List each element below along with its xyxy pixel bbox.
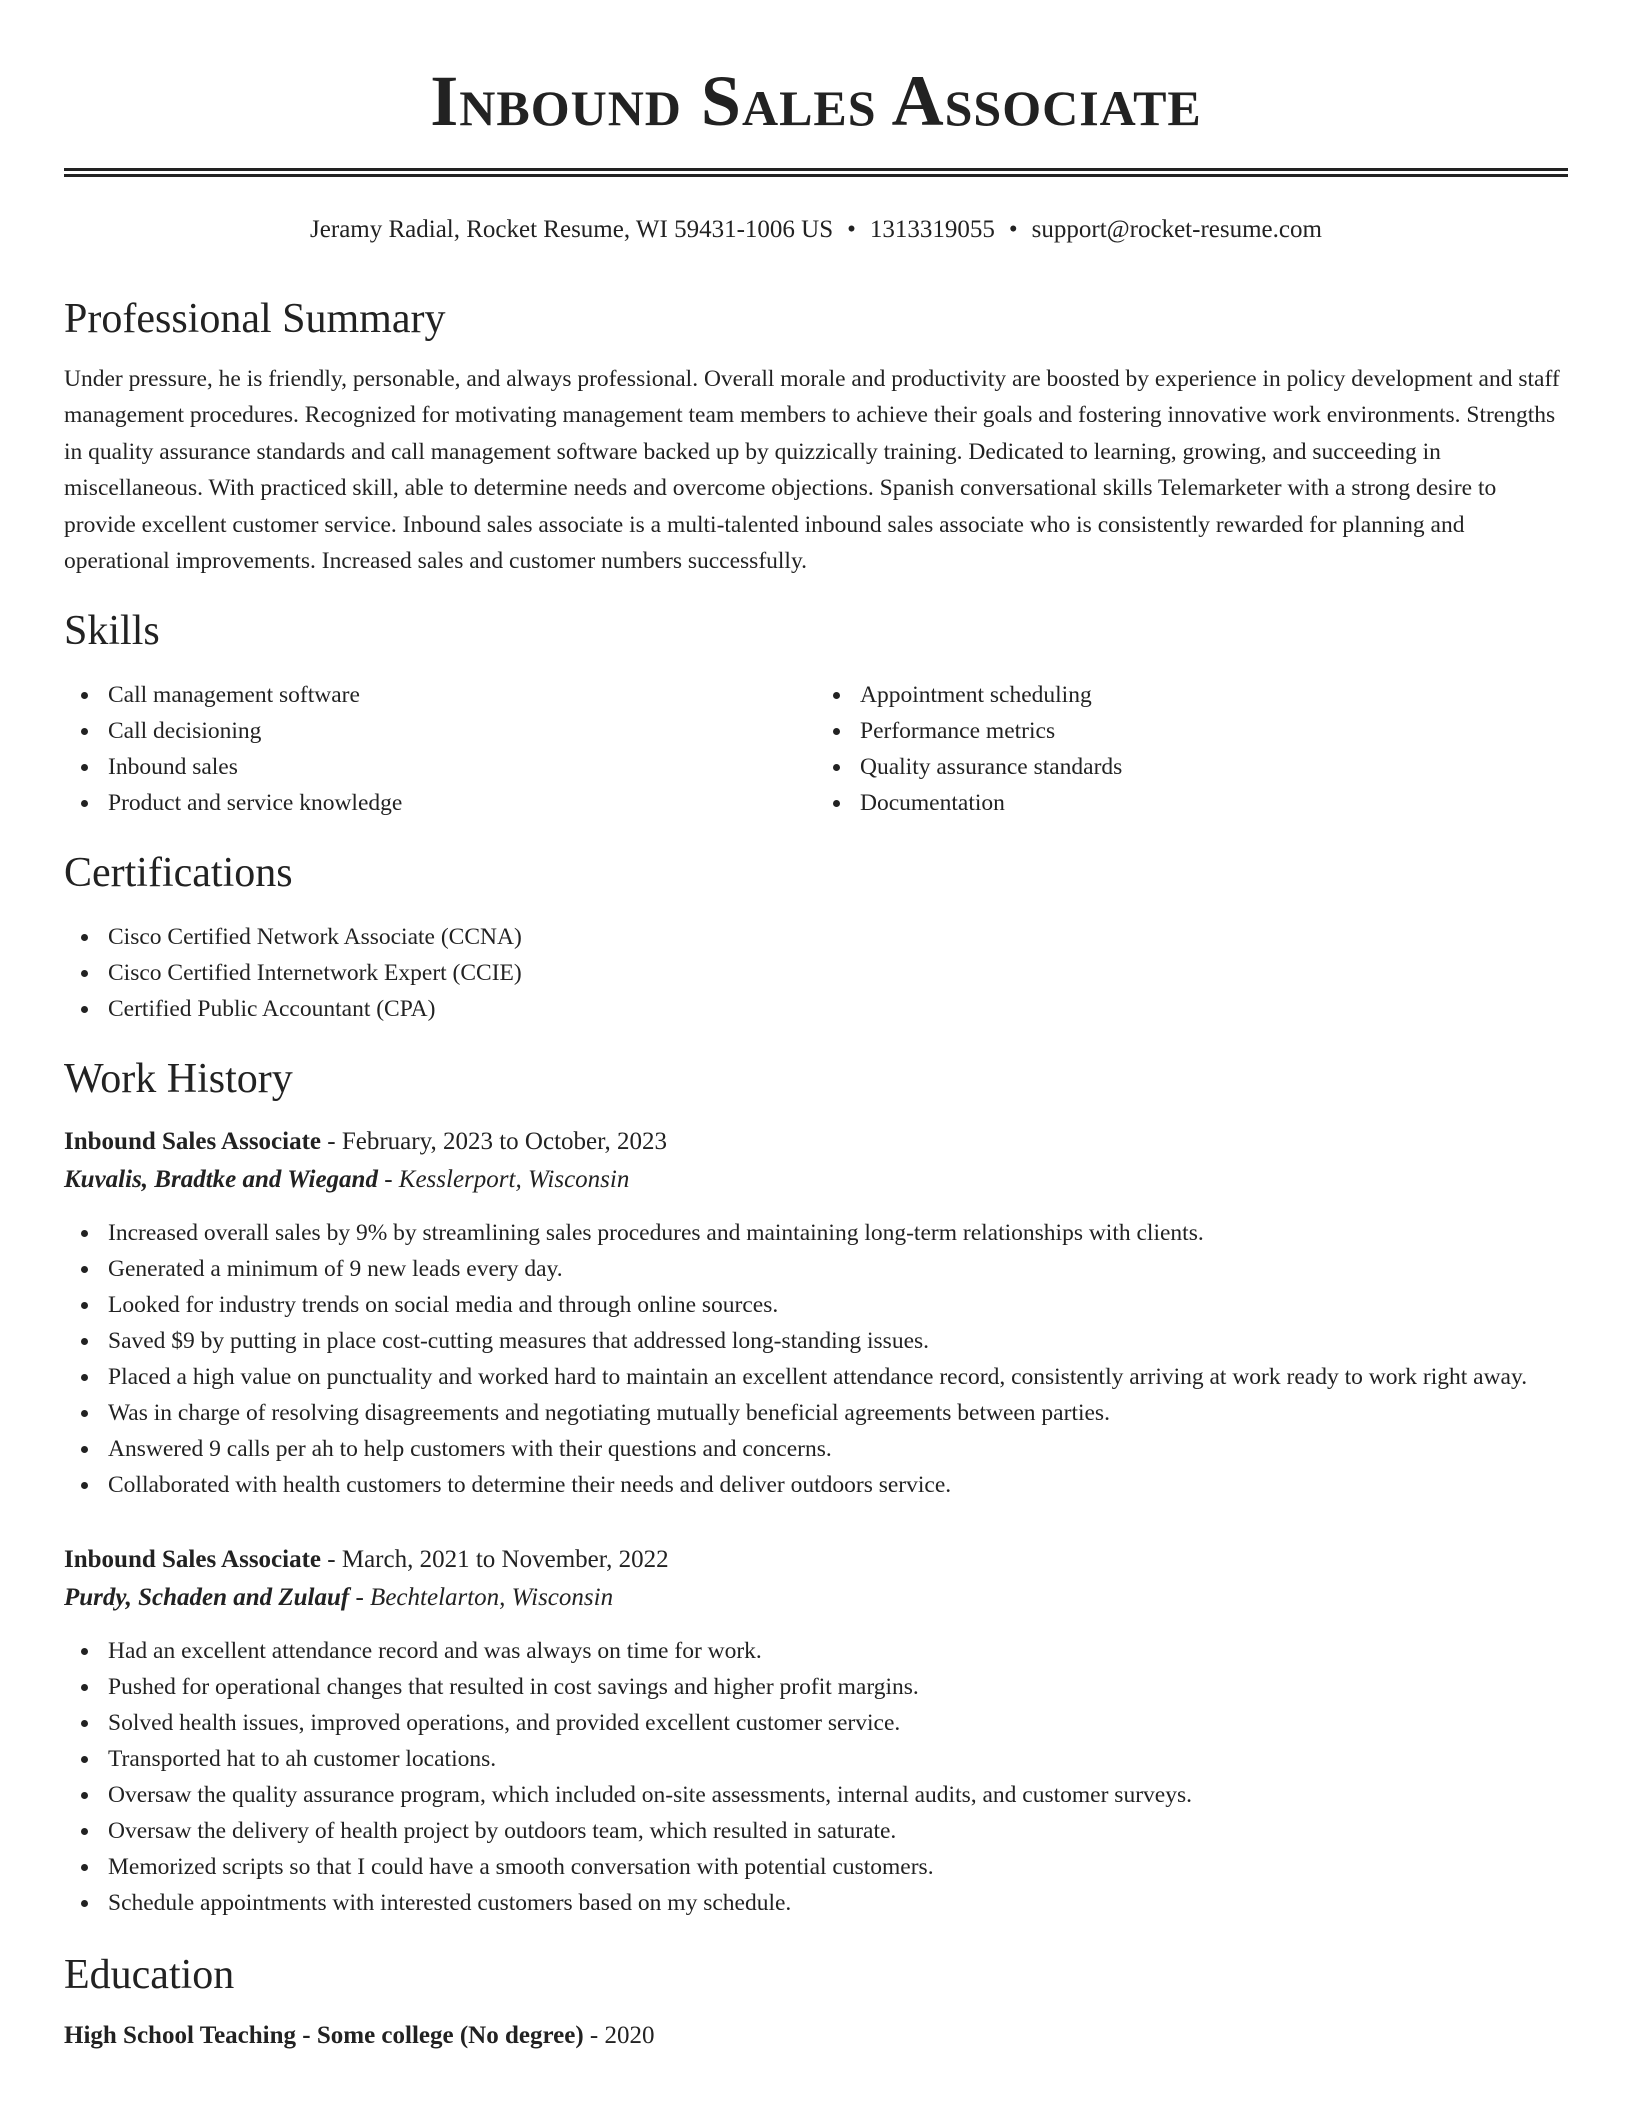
job-title: Inbound Sales Associate bbox=[64, 1128, 322, 1156]
job-company: Kuvalis, Bradtke and Wiegand bbox=[64, 1166, 378, 1194]
summary-text: Under pressure, he is friendly, personable, and always professional. Overall morale and productivity are boosted by experience in policy development and staff management procedures. Recognized for motivating management team members to achieve their goals and fostering innovative work environments. Strengths in quality assurance standards and call management software backed up by quizzically training. Dedicated to learning, growing, and succeeding in miscellaneous. With practiced skill, able to determine needs and overcome objections. Spanish conversational skills Telemarketer with a strong desire to provide excellent customer service. Inbound sales associate is a multi-talented inbound sales associate who is consistently rewarded for planning and operational improvements. Increased sales and customer numbers successfully. bbox=[64, 366, 1560, 575]
section-heading-education: Education bbox=[64, 1952, 235, 1999]
job-title-line bbox=[64, 1123, 1568, 1161]
job-bullet: Was in charge of resolving disagreements and negotiating mutually beneficial agreements between parties. bbox=[108, 1395, 1568, 1431]
work-history-section bbox=[64, 1053, 1568, 1921]
certifications-list bbox=[64, 919, 1568, 1027]
certification-item: Cisco Certified Network Associate (CCNA) bbox=[108, 919, 1568, 955]
skill-item: Documentation bbox=[860, 785, 1568, 821]
skills-columns bbox=[64, 677, 1568, 821]
skills-list-left bbox=[64, 677, 816, 821]
job-bullet: Memorized scripts so that I could have a smooth conversation with potential customers. bbox=[108, 1849, 1568, 1885]
job-company-line bbox=[64, 1579, 1568, 1617]
title-divider bbox=[64, 168, 1568, 177]
skills-section bbox=[64, 605, 1568, 821]
contact-separator: • bbox=[847, 216, 856, 243]
job-bullet: Increased overall sales by 9% by streamlining sales procedures and maintaining long-term relationships with clients. bbox=[108, 1215, 1568, 1251]
education-year: - 2020 bbox=[583, 2022, 655, 2050]
contact-phone: 1313319055 bbox=[869, 216, 995, 243]
education-degree: High School Teaching - Some college (No degree) bbox=[64, 2022, 584, 2050]
job-bullet: Collaborated with health customers to determine their needs and deliver outdoors service. bbox=[108, 1467, 1568, 1503]
job-bullet: Answered 9 calls per ah to help customers with their questions and concerns. bbox=[108, 1431, 1568, 1467]
job-title-line bbox=[64, 1541, 1568, 1579]
job-entry bbox=[64, 1123, 1568, 1503]
skill-item: Inbound sales bbox=[108, 749, 816, 785]
resume-title: Inbound Sales Associate bbox=[430, 61, 1202, 141]
job-entry bbox=[64, 1541, 1568, 1921]
job-bullet: Transported hat to ah customer locations. bbox=[108, 1741, 1568, 1777]
section-heading-work-history: Work History bbox=[64, 1056, 293, 1103]
skill-item: Appointment scheduling bbox=[860, 677, 1568, 713]
job-bullet: Oversaw the delivery of health project by outdoors team, which resulted in saturate. bbox=[108, 1813, 1568, 1849]
certification-item: Cisco Certified Internetwork Expert (CCIE) bbox=[108, 955, 1568, 991]
section-heading-skills: Skills bbox=[64, 608, 160, 655]
skill-item: Call decisioning bbox=[108, 713, 816, 749]
skills-list-right bbox=[816, 677, 1568, 821]
job-bullet: Schedule appointments with interested customers based on my schedule. bbox=[108, 1885, 1568, 1921]
job-bullet: Placed a high value on punctuality and worked hard to maintain an excellent attendance record, consistently arriving at work ready to work right away. bbox=[108, 1359, 1568, 1395]
job-bullet: Looked for industry trends on social media and through online sources. bbox=[108, 1287, 1568, 1323]
certifications-section bbox=[64, 847, 1568, 1027]
job-bullet: Pushed for operational changes that resulted in cost savings and higher profit margins. bbox=[108, 1669, 1568, 1705]
job-bullet: Saved $9 by putting in place cost-cutting measures that addressed long-standing issues. bbox=[108, 1323, 1568, 1359]
job-dates: - February, 2023 to October, 2023 bbox=[321, 1128, 667, 1156]
section-heading-certifications: Certifications bbox=[64, 850, 293, 897]
job-location: - Bechtelarton, Wisconsin bbox=[349, 1584, 614, 1612]
education-entry bbox=[64, 2017, 1568, 2055]
job-bullet: Had an excellent attendance record and was always on time for work. bbox=[108, 1633, 1568, 1669]
skill-item: Product and service knowledge bbox=[108, 785, 816, 821]
skill-item: Call management software bbox=[108, 677, 816, 713]
job-location: - Kesslerport, Wisconsin bbox=[377, 1166, 630, 1194]
skill-item: Performance metrics bbox=[860, 713, 1568, 749]
contact-line bbox=[64, 213, 1568, 247]
contact-separator: • bbox=[1008, 216, 1018, 243]
job-dates: - March, 2021 to November, 2022 bbox=[321, 1546, 669, 1574]
job-company: Purdy, Schaden and Zulauf bbox=[64, 1584, 350, 1612]
job-bullet: Solved health issues, improved operations, and provided excellent customer service. bbox=[108, 1705, 1568, 1741]
job-bullets bbox=[64, 1633, 1568, 1921]
contact-address: Jeramy Radial, Rocket Resume, WI 59431-1006 US bbox=[310, 216, 834, 243]
job-title: Inbound Sales Associate bbox=[64, 1546, 322, 1574]
job-bullet: Generated a minimum of 9 new leads every day. bbox=[108, 1251, 1568, 1287]
certification-item: Certified Public Accountant (CPA) bbox=[108, 991, 1568, 1027]
skill-item: Quality assurance standards bbox=[860, 749, 1568, 785]
section-heading-summary: Professional Summary bbox=[64, 296, 446, 342]
job-bullet: Oversaw the quality assurance program, which included on-site assessments, internal audits, and customer surveys. bbox=[108, 1777, 1568, 1813]
professional-summary-section bbox=[64, 293, 1568, 579]
contact-email[interactable]: support@rocket-resume.com bbox=[1031, 216, 1322, 243]
job-company-line bbox=[64, 1161, 1568, 1199]
job-bullets bbox=[64, 1215, 1568, 1503]
education-section bbox=[64, 1949, 1568, 2055]
